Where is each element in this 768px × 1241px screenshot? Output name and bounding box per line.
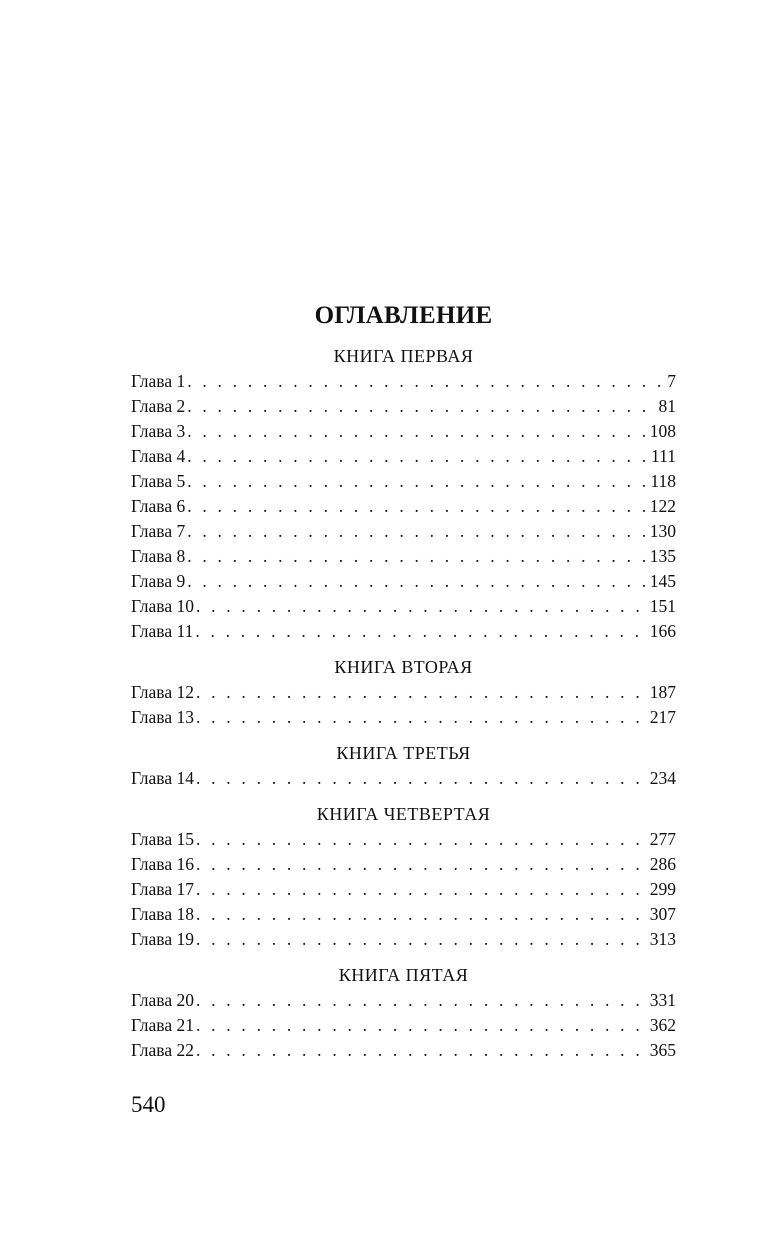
book-title: КНИГА ЧЕТВЕРТАЯ — [316, 804, 491, 824]
toc-entry[interactable] — [131, 369, 676, 394]
book-title: КНИГА ВТОРАЯ — [334, 657, 473, 677]
chapter-page-number: 135 — [649, 546, 676, 566]
chapter-label: Глава 16 — [131, 854, 194, 874]
dot-leader — [194, 927, 646, 952]
chapter-label: Глава 5 — [131, 471, 186, 491]
dot-leader — [185, 369, 663, 394]
book-section — [131, 741, 676, 791]
dot-leader — [194, 852, 646, 877]
toc-entry[interactable] — [131, 394, 676, 419]
chapter-label: Глава 21 — [131, 1015, 194, 1035]
chapter-label: Глава 15 — [131, 829, 194, 849]
toc-entry[interactable] — [131, 544, 676, 569]
toc-entry[interactable] — [131, 877, 676, 902]
dot-leader — [194, 766, 646, 791]
chapter-page-number: 166 — [649, 621, 676, 641]
book-section — [131, 655, 676, 730]
chapter-label: Глава 10 — [131, 596, 194, 616]
toc-entry[interactable] — [131, 419, 676, 444]
chapter-page-number: 111 — [651, 446, 676, 466]
toc-entry[interactable] — [131, 988, 676, 1013]
chapter-page-number: 307 — [649, 904, 676, 924]
chapter-label: Глава 17 — [131, 879, 194, 899]
toc-entry[interactable] — [131, 494, 676, 519]
dot-leader — [185, 544, 646, 569]
dot-leader — [185, 569, 646, 594]
book-list — [131, 344, 676, 1063]
toc-entry[interactable] — [131, 852, 676, 877]
chapter-page-number: 286 — [649, 854, 676, 874]
toc-entry[interactable] — [131, 705, 676, 730]
book-title: КНИГА ПЯТАЯ — [338, 965, 469, 985]
toc-entry[interactable] — [131, 680, 676, 705]
book-section — [131, 344, 676, 644]
toc-entry[interactable] — [131, 619, 676, 644]
chapter-label: Глава 1 — [131, 371, 186, 391]
chapter-page-number: 7 — [667, 371, 676, 391]
toc-entry[interactable] — [131, 1038, 676, 1063]
toc-entry[interactable] — [131, 1013, 676, 1038]
chapter-label: Глава 8 — [131, 546, 186, 566]
dot-leader — [194, 1038, 646, 1063]
chapter-label: Глава 6 — [131, 496, 186, 516]
chapter-page-number: 362 — [649, 1015, 676, 1035]
chapter-page-number: 277 — [649, 829, 676, 849]
chapter-page-number: 234 — [649, 768, 676, 788]
dot-leader — [193, 619, 645, 644]
book-title: КНИГА ПЕРВАЯ — [333, 346, 474, 366]
dot-leader — [194, 1013, 646, 1038]
chapter-label: Глава 13 — [131, 707, 194, 727]
chapter-label: Глава 3 — [131, 421, 186, 441]
chapter-label: Глава 12 — [131, 682, 194, 702]
chapter-page-number: 313 — [649, 929, 676, 949]
toc-entry[interactable] — [131, 444, 676, 469]
dot-leader — [194, 827, 646, 852]
chapter-label: Глава 18 — [131, 904, 194, 924]
book-section — [131, 963, 676, 1063]
chapter-label: Глава 2 — [131, 396, 186, 416]
page-title: ОГЛАВЛЕНИЕ — [314, 302, 493, 329]
chapter-page-number: 108 — [649, 421, 676, 441]
chapter-page-number: 130 — [649, 521, 676, 541]
dot-leader — [185, 519, 646, 544]
chapter-label: Глава 22 — [131, 1040, 194, 1060]
dot-leader — [194, 705, 646, 730]
toc-entry[interactable] — [131, 469, 676, 494]
dot-leader — [194, 902, 646, 927]
chapter-label: Глава 20 — [131, 990, 194, 1010]
toc-entry[interactable] — [131, 902, 676, 927]
dot-leader — [185, 469, 646, 494]
chapter-label: Глава 14 — [131, 768, 194, 788]
book-section — [131, 802, 676, 952]
chapter-label: Глава 7 — [131, 521, 186, 541]
dot-leader — [185, 494, 646, 519]
toc-entry[interactable] — [131, 594, 676, 619]
toc-entry[interactable] — [131, 519, 676, 544]
chapter-page-number: 145 — [649, 571, 676, 591]
dot-leader — [185, 444, 647, 469]
toc-entry[interactable] — [131, 927, 676, 952]
toc-entry[interactable] — [131, 569, 676, 594]
dot-leader — [194, 988, 646, 1013]
chapter-label: Глава 9 — [131, 571, 186, 591]
dot-leader — [185, 394, 654, 419]
chapter-page-number: 299 — [649, 879, 676, 899]
chapter-label: Глава 19 — [131, 929, 194, 949]
chapter-page-number: 217 — [649, 707, 676, 727]
dot-leader — [194, 680, 646, 705]
dot-leader — [185, 419, 646, 444]
chapter-page-number: 331 — [649, 990, 676, 1010]
chapter-page-number: 122 — [649, 496, 676, 516]
toc-entry[interactable] — [131, 827, 676, 852]
chapter-label: Глава 11 — [131, 621, 194, 641]
page-number: 540 — [131, 1092, 166, 1117]
chapter-page-number: 365 — [649, 1040, 676, 1060]
book-title: КНИГА ТРЕТЬЯ — [336, 743, 471, 763]
chapter-page-number: 118 — [650, 471, 676, 491]
chapter-page-number: 187 — [649, 682, 676, 702]
chapter-page-number: 151 — [649, 596, 676, 616]
chapter-label: Глава 4 — [131, 446, 186, 466]
dot-leader — [194, 594, 646, 619]
chapter-page-number: 81 — [658, 396, 676, 416]
dot-leader — [194, 877, 646, 902]
table-of-contents — [131, 298, 676, 1063]
toc-entry[interactable] — [131, 766, 676, 791]
